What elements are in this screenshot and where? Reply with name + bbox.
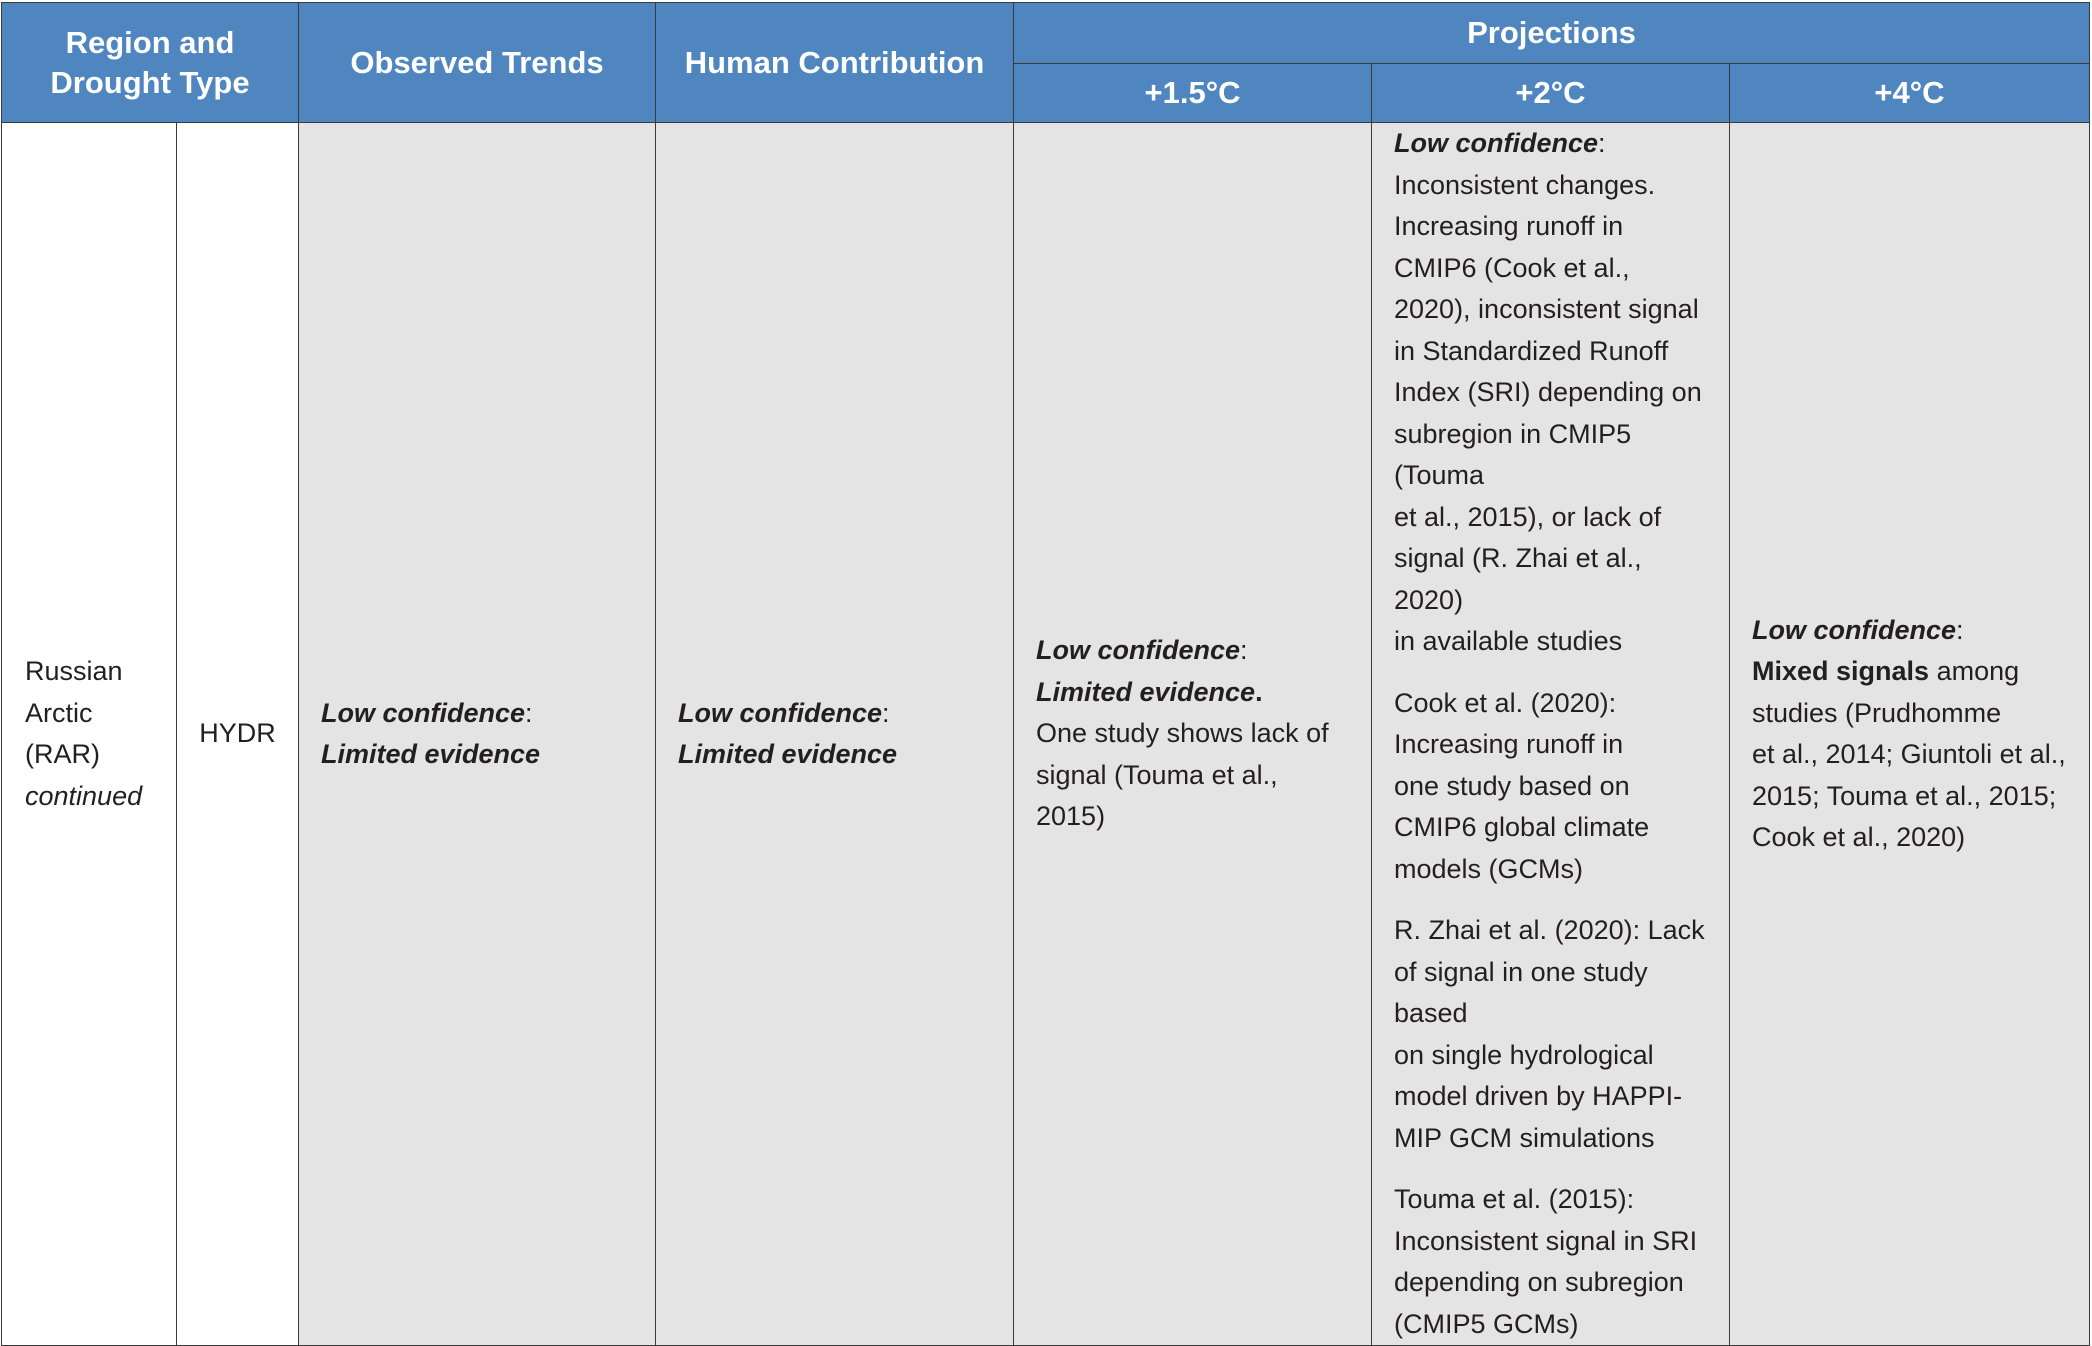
drought-assessment-table [1,2,2090,1346]
paragraph-zhai-2020: R. Zhai et al. (2020): Lack of signal in one study based on single hydrological model driven by HAPPI- MIP GCM simulations [1394,915,1705,1153]
observed-trends-cell: Low confidence: Limited evidence [299,123,656,1346]
paragraph-cook-2020: Cook et al. (2020): Increasing runoff in one study based on CMIP6 global climate models (GCMs) [1394,687,1650,884]
header-region-drought-type: Region and Drought Type [2,3,299,123]
table-row [2,123,2090,1346]
header-human-contribution: Human Contribution [656,3,1014,123]
header-projection-4c: +4°C [1730,64,2090,123]
projection-4c-cell: Low confidence: Mixed signals among studies (Prudhomme et al., 2014; Giuntoli et al., 2015; Touma et al., 2015; Cook et al., 2020) [1730,123,2090,1346]
header-observed-trends: Observed Trends [299,3,656,123]
header-projections: Projections [1014,3,2090,64]
paragraph-summary: Low confidence: Inconsistent changes. Increasing runoff in CMIP6 (Cook et al., 2020), inconsistent signal in Standardized Runoff Index (SRI) depending on subregion in CMIP5 (Touma et al., 2015), or lack of signal (R. Zhai et al., 2020) in available studies [1394,128,1702,656]
region-cell: Russian Arctic (RAR) continued [2,123,177,1346]
drought-type-cell: HYDR [177,123,299,1346]
paragraph-touma-2015: Touma et al. (2015): Inconsistent signal in SRI depending on subregion (CMIP5 GCMs) [1394,1184,1698,1339]
projection-2c-cell [1372,123,1730,1346]
header-projection-1-5c: +1.5°C [1014,64,1372,123]
header-projection-2c: +2°C [1372,64,1730,123]
human-contribution-cell: Low confidence: Limited evidence [656,123,1014,1346]
projection-1-5c-cell: Low confidence: Limited evidence. One study shows lack of signal (Touma et al., 2015) [1014,123,1372,1346]
